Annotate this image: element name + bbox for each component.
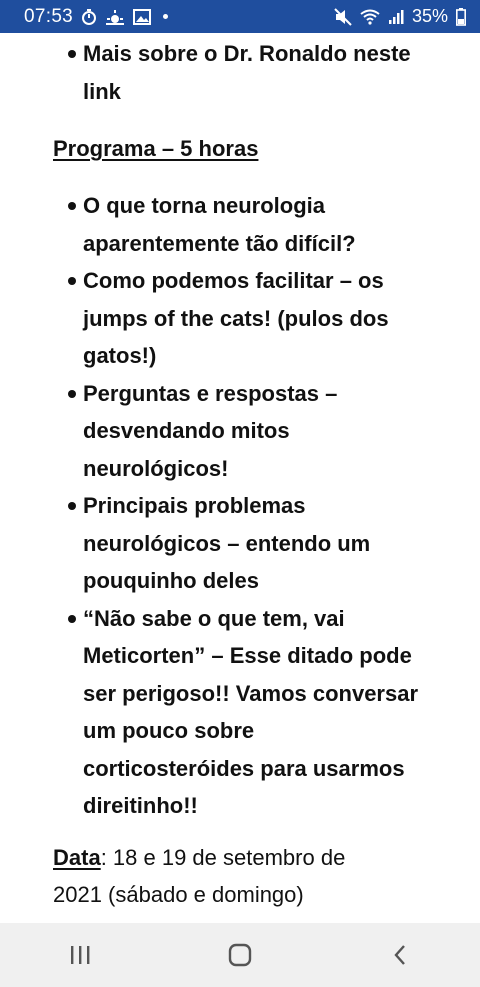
timer-icon <box>81 8 97 26</box>
navigation-bar <box>0 923 480 987</box>
list-item <box>83 600 453 825</box>
signal-icon <box>388 9 404 25</box>
program-list <box>83 187 453 825</box>
list-item-line: pouquinho deles <box>83 568 259 593</box>
list-item-line: gatos!) <box>83 343 157 368</box>
status-bar-left <box>24 6 168 28</box>
status-bar <box>0 0 480 33</box>
list-item-line: desvendando mitos <box>83 418 290 443</box>
wifi-icon <box>360 9 380 25</box>
list-item-line: Como podemos facilitar – os <box>83 268 384 293</box>
list-item-line: ser perigoso!! Vamos conversar <box>83 680 419 706</box>
list-item-line: Mais sobre o Dr. Ronaldo neste <box>83 41 411 66</box>
recent-apps-icon <box>68 944 92 966</box>
list-item <box>83 262 453 375</box>
list-item-line: jumps of the cats! (pulos dos <box>83 305 389 331</box>
list-item <box>83 487 453 600</box>
article-content <box>0 33 480 923</box>
list-item-line: Perguntas e respostas – <box>83 380 338 406</box>
date-text: 2021 (sábado e domingo) <box>53 882 304 907</box>
bullet-icon <box>68 277 76 285</box>
recent-apps-button[interactable] <box>50 925 110 985</box>
mute-icon <box>334 8 352 26</box>
gallery-icon <box>133 9 151 25</box>
date-text: : 18 e 19 de setembro de <box>100 845 346 870</box>
list-item-line: direitinho!! <box>83 793 198 818</box>
bullet-icon <box>68 615 76 623</box>
bullet-icon <box>68 202 76 210</box>
weather-icon <box>105 9 125 25</box>
bullet-icon <box>68 390 76 398</box>
list-item <box>83 187 453 262</box>
home-icon <box>227 942 253 968</box>
home-button[interactable] <box>210 925 270 985</box>
top-bullet-list <box>83 35 453 110</box>
notification-dot-icon <box>163 14 168 19</box>
list-item-line: neurológicos – entendo um <box>83 530 371 556</box>
list-item-line: Meticorten” – Esse ditado pode <box>83 643 412 668</box>
bullet-icon <box>68 502 76 510</box>
status-bar-right <box>334 6 466 27</box>
clock: 07:53 <box>24 5 74 27</box>
list-item-line: aparentemente tão difícil? <box>83 230 356 256</box>
date-paragraph <box>53 839 433 913</box>
list-item-line: um pouco sobre <box>83 718 255 743</box>
list-item-line: neurológicos! <box>83 455 229 481</box>
battery-icon <box>456 8 466 26</box>
list-item-line: O que torna neurologia <box>83 193 326 218</box>
program-heading: Programa – 5 horas <box>53 136 259 161</box>
back-icon <box>392 943 408 967</box>
list-item-line: corticosteróides para usarmos <box>83 755 405 781</box>
date-label: Data <box>53 845 101 870</box>
bullet-icon <box>68 50 76 58</box>
list-item-line: link <box>83 78 121 104</box>
battery-percentage: 35% <box>411 6 448 26</box>
list-item-line: Principais problemas <box>83 493 306 518</box>
back-button[interactable] <box>370 925 430 985</box>
list-item <box>83 375 453 488</box>
list-item[interactable] <box>83 35 453 110</box>
list-item-line: “Não sabe o que tem, vai <box>83 605 345 631</box>
